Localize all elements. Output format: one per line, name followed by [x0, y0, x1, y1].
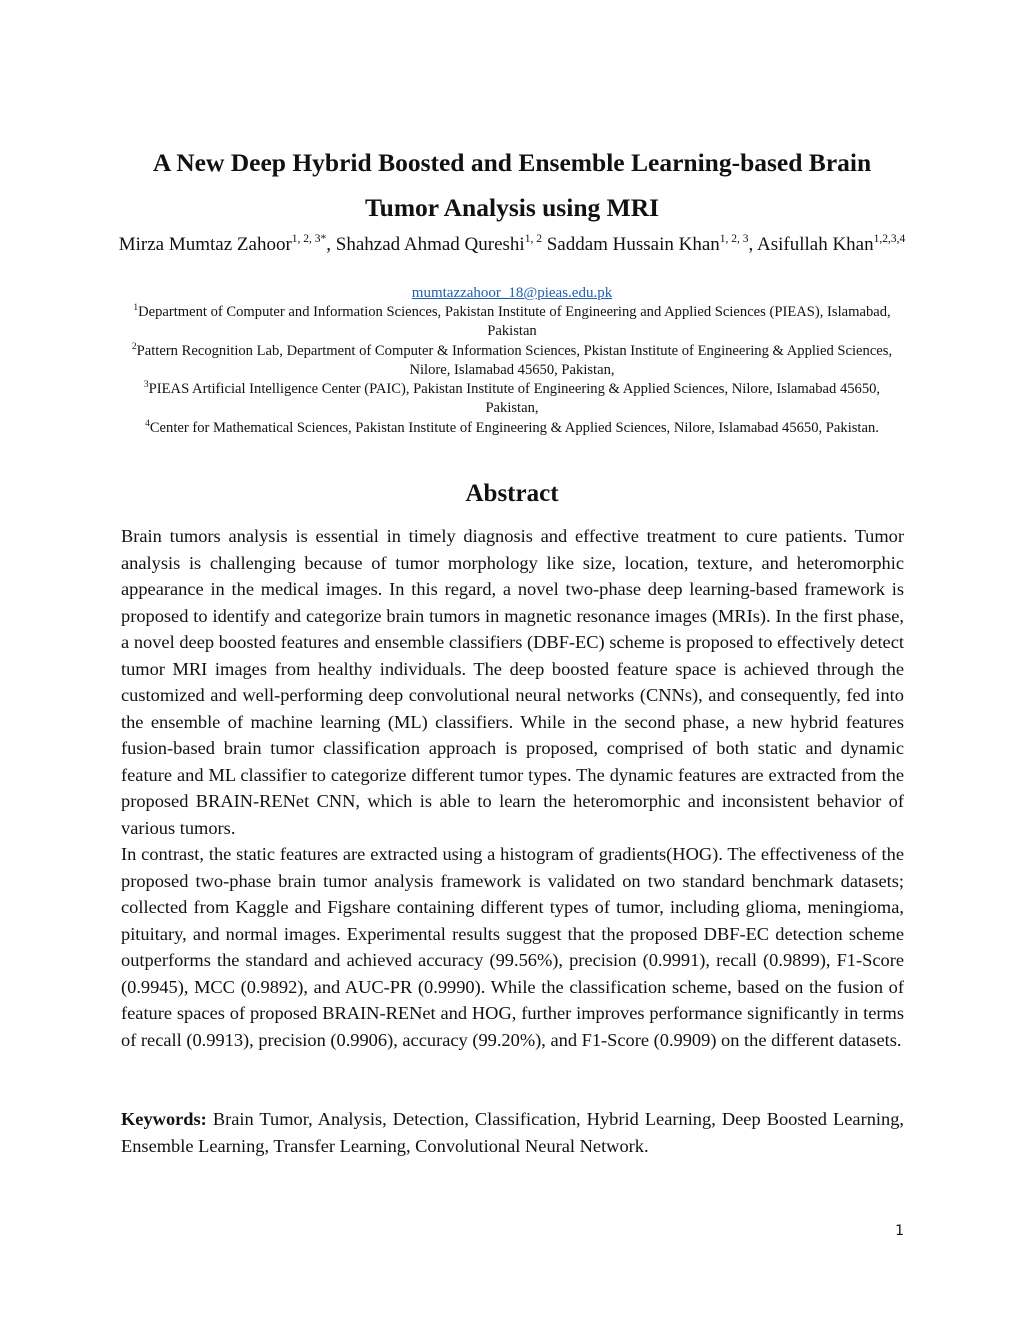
affiliation-text: PIEAS Artificial Intelligence Center (PAIC), Pakistan Institute of Engineering & Applied Sciences, Nilore, Islamabad 45650, Pakistan, — [148, 381, 881, 417]
affiliation-number: 3 — [143, 380, 149, 391]
affiliation-number: 1 — [133, 303, 139, 313]
keywords-label: Keywords: — [121, 1109, 207, 1129]
affiliation-text: Department of Computer and Information Sciences, Pakistan Institute of Engineering and Applied Sciences (PIEAS), Islamabad, Pakistan — [138, 304, 891, 340]
affiliation-item — [118, 419, 906, 438]
page-number: 1 — [895, 1223, 904, 1239]
abstract-heading: Abstract — [465, 480, 559, 507]
author-affiliation-marks: 1, 2 — [524, 233, 542, 245]
affiliation-number: 2 — [131, 341, 137, 352]
title-line-1: A New Deep Hybrid Boosted and Ensemble Learning-based Brain — [152, 148, 872, 177]
author-name: Asifullah Khan — [757, 234, 874, 255]
email-link[interactable]: mumtazzahoor_18@pieas.edu.pk — [411, 285, 613, 301]
author-list — [118, 232, 906, 257]
affiliation-text: Pattern Recognition Lab, Department of Computer & Information Sciences, Pkistan Institute of Engineering & Applied Sciences, Nilore, Islamabad 45650, Pakistan, — [136, 342, 893, 378]
paper-title — [110, 140, 914, 230]
affiliation-number: 4 — [145, 418, 150, 429]
author-name: Mirza Mumtaz Zahoor — [118, 234, 292, 255]
affiliation-list — [118, 303, 906, 438]
affiliation-text: Center for Mathematical Sciences, Pakistan Institute of Engineering & Applied Sciences, Nilore, Islamabad 45650, Pakistan. — [149, 419, 879, 436]
corresponding-email — [0, 283, 1024, 303]
abstract-body — [121, 523, 904, 1053]
title-line-2: Tumor Analysis using MRI — [364, 193, 660, 222]
affiliation-item — [118, 342, 906, 381]
abstract-paragraph: Brain tumors analysis is essential in timely diagnosis and effective treatment to cure patients. Tumor analysis is challenging because of tumor morphology like size, location, texture, and heteromorphic appearance in the medical images. In this regard, a novel two-phase deep learning-based framework is proposed to identify and categorize brain tumors in magnetic resonance images (MRIs). In the first phase, a novel deep boosted features and ensemble classifiers (DBF-EC) scheme is proposed to effectively detect tumor MRI images from healthy individuals. The deep boosted feature space is achieved through the customized and well-performing deep convolutional neural networks (CNNs), and consequently, fed into the ensemble of machine learning (ML) classifiers. While in the second phase, a new hybrid features fusion-based brain tumor classification approach is proposed, comprised of both static and dynamic feature and ML classifier to categorize different tumor types. The dynamic features are extracted from the proposed BRAIN-RENet CNN, which is able to learn the heteromorphic and inconsistent behavior of various tumors. — [121, 526, 904, 838]
author-separator: , — [748, 234, 757, 255]
author-affiliation-marks: 1, 2, 3* — [291, 233, 327, 245]
author-separator: , — [326, 234, 336, 255]
author-affiliation-marks: 1,2,3,4 — [873, 233, 906, 245]
keywords-text: Brain Tumor, Analysis, Detection, Classification, Hybrid Learning, Deep Boosted Learning, Ensemble Learning, Transfer Learning, Convolutional Neural Network. — [121, 1109, 904, 1156]
keywords — [121, 1106, 904, 1159]
author-name: Saddam Hussain Khan — [546, 234, 720, 255]
affiliation-item — [118, 380, 906, 419]
author-affiliation-marks: 1, 2, 3 — [719, 233, 749, 245]
author-name: Shahzad Ahmad Qureshi — [335, 234, 525, 255]
affiliation-item — [118, 303, 906, 342]
abstract-paragraph: In contrast, the static features are extracted using a histogram of gradients(HOG). The effectiveness of the proposed two-phase brain tumor analysis framework is validated on two standard benchmark datasets; collected from Kaggle and Figshare containing different types of tumor, including glioma, meningioma, pituitary, and normal images. Experimental results suggest that the proposed DBF-EC detection scheme outperforms the standard and achieved accuracy (99.56%), precision (0.9991), recall (0.9899), F1-Score (0.9945), MCC (0.9892), and AUC-PR (0.9990). While the classification scheme, based on the fusion of feature spaces of proposed BRAIN-RENet and HOG, further improves performance significantly in terms of recall (0.9913), precision (0.9906), accuracy (99.20%), and F1-Score (0.9909) on the different datasets. — [121, 844, 904, 1050]
